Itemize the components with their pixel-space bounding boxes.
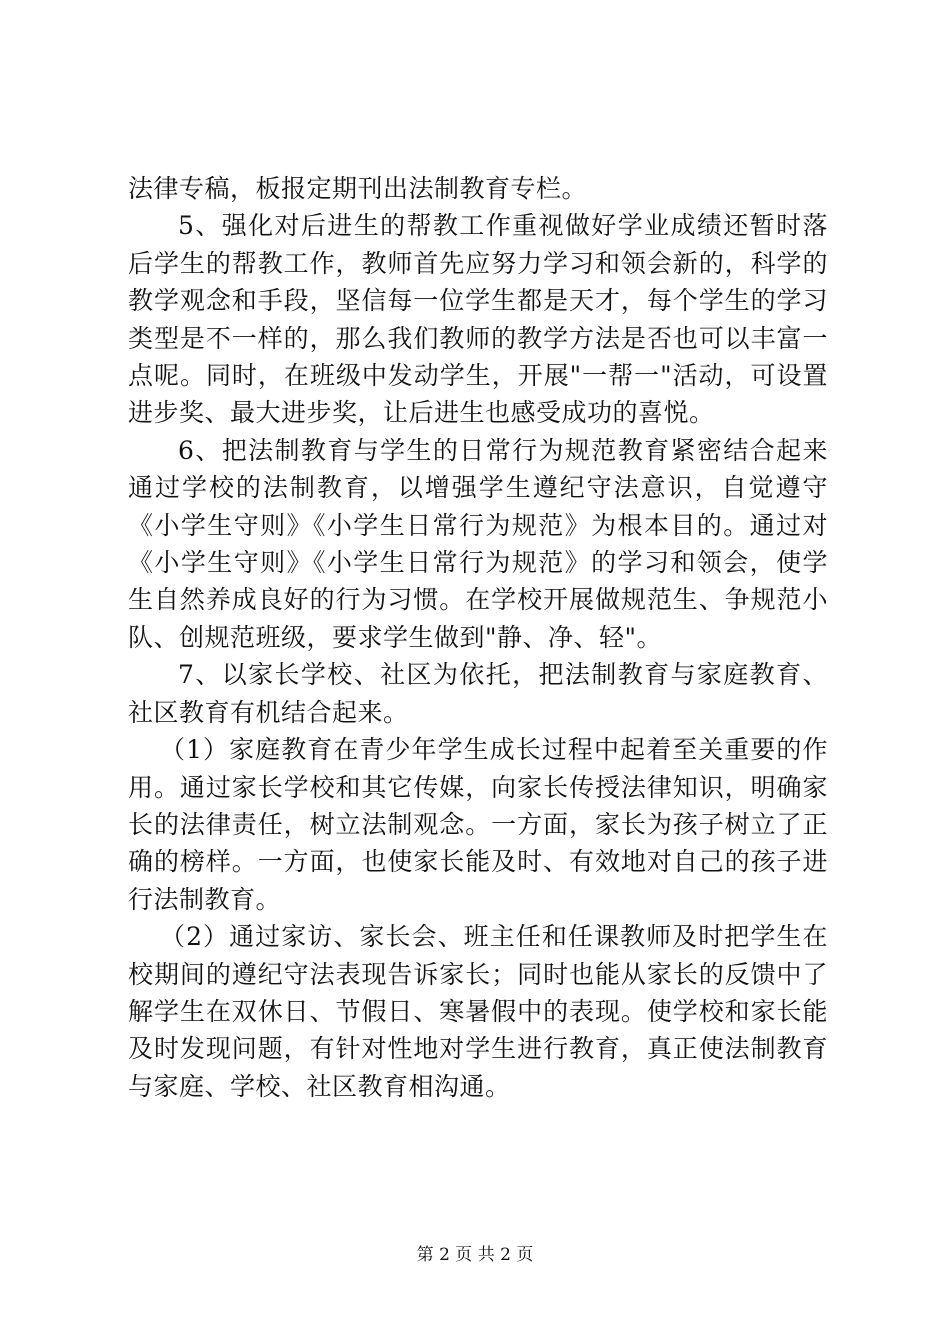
document-body: [128, 170, 828, 1105]
paragraph-subitem-2: （2）通过家访、家长会、班主任和任课教师及时把学生在校期间的遵纪守法表现告诉家长；同时也能从家长的反馈中了解学生在双休日、节假日、寒暑假中的表现。使学校和家长能及时发现问题，有针对性地对学生进行教育，真正使法制教育与家庭、学校、社区教育相沟通。: [128, 922, 828, 1101]
paragraph-item-7: 7、以家长学校、社区为依托，把法制教育与家庭教育、社区教育有机结合起来。: [128, 660, 828, 727]
paragraph-continuation: 法律专稿，板报定期刊出法制教育专栏。: [128, 174, 588, 203]
paragraph-item-5: 5、强化对后进生的帮教工作重视做好学业成绩还暂时落后学生的帮教工作，教师首先应努力学习和领会新的，科学的教学观念和手段，坚信每一位学生都是天才，每个学生的学习类型是不一样的，那么我们教师的教学方法是否也可以丰富一点呢。同时，在班级中发动学生，开展"一帮一"活动，可设置进步奖、最大进步奖，让后进生也感受成功的喜悦。: [128, 211, 828, 428]
page-footer: [0, 1244, 950, 1266]
page-indicator: 第 2 页 共 2 页: [416, 1245, 534, 1265]
paragraph-item-6: 6、把法制教育与学生的日常行为规范教育紧密结合起来通过学校的法制教育，以增强学生遵纪守法意识，自觉遵守《小学生守则》《小学生日常行为规范》为根本目的。通过对《小学生守则》《小学生日常行为规范》的学习和领会，使学生自然养成良好的行为习惯。在学校开展做规范生、争规范小队、创规范班级，要求学生做到"静、净、轻"。: [128, 435, 828, 652]
paragraph-subitem-1: （1）家庭教育在青少年学生成长过程中起着至关重要的作用。通过家长学校和其它传媒，向家长传授法律知识，明确家长的法律责任，树立法制观念。一方面，家长为孩子树立了正确的榜样。一方面，也使家长能及时、有效地对自己的孩子进行法制教育。: [128, 735, 828, 914]
